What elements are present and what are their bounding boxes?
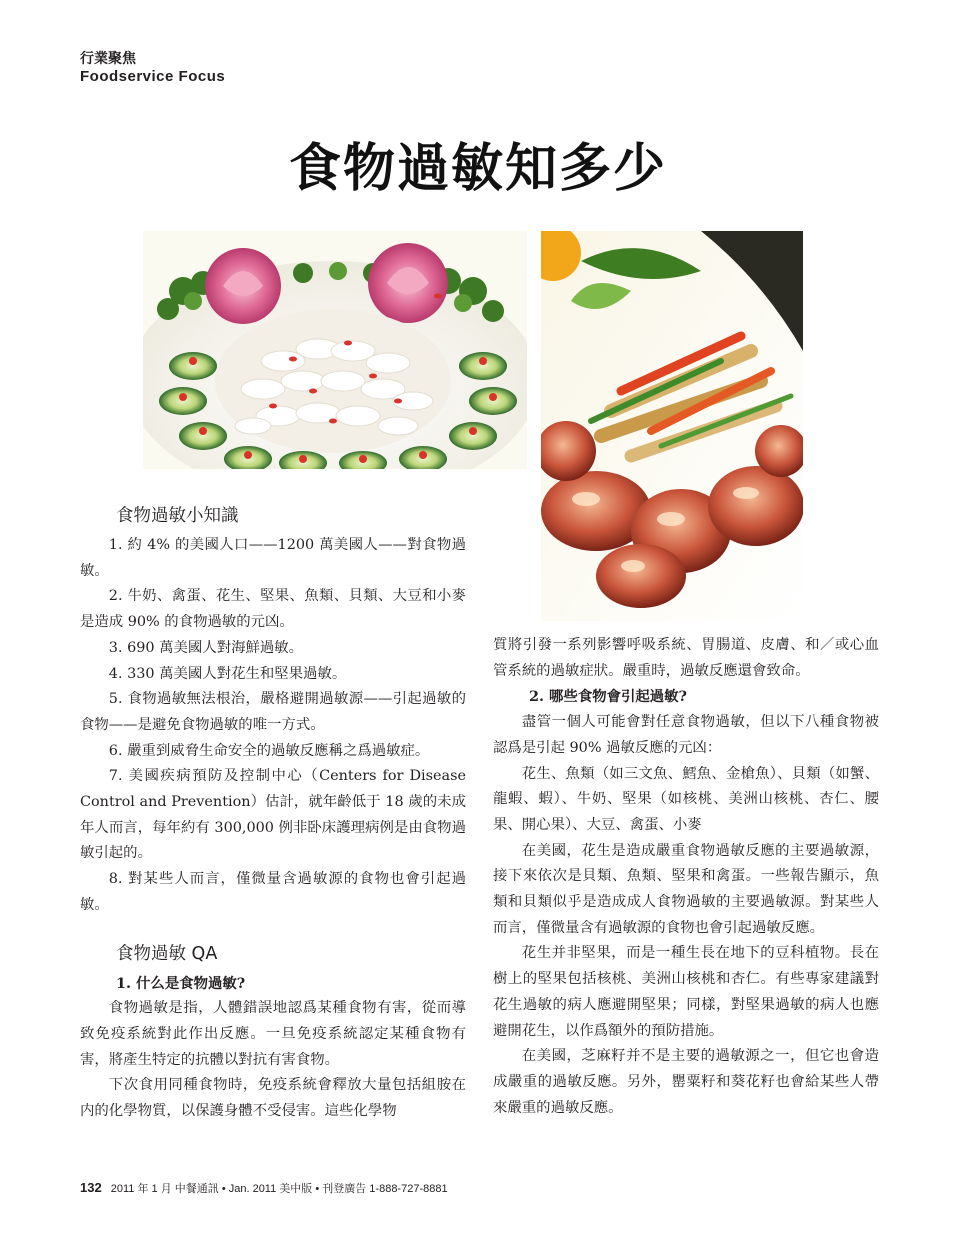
question-heading: 1. 什么是食物過敏? — [116, 974, 246, 992]
answer-paragraph: 花生并非堅果，而是一種生長在地下的豆科植物。長在樹上的堅果包括核桃、美洲山核桃和杏仁。有些專家建議對花生過敏的病人應避開堅果；同樣，對堅果過敏的病人也應避開花生，以作爲額外的預防措施。 — [493, 945, 879, 1039]
answer-paragraph: 在美國，花生是造成嚴重食物過敏反應的主要過敏源，接下來依次是貝類、魚類、堅果和禽蛋。一些報告顯示，魚類和貝類似乎是造成成人食物過敏的主要過敏源。對某些人而言，僅微量含有過敏源的食物也會引起過敏反應。 — [493, 842, 879, 936]
fact-item: 5. 食物過敏無法根治，嚴格避開過敏源——引起過敏的食物——是避免食物過敏的唯一方式。 — [80, 691, 466, 733]
question-heading: 2. 哪些食物會引起過敏? — [529, 688, 687, 706]
section-tag — [80, 50, 225, 86]
right-column — [493, 633, 879, 1121]
fact-item: 1. 約 4% 的美國人口——1200 萬美國人——對食物過敏。 — [80, 537, 466, 579]
fish-dish-illustration — [143, 231, 527, 469]
page-footer — [80, 1180, 448, 1196]
section-label-en: Foodservice Focus — [80, 68, 226, 85]
answer-paragraph: 食物過敏是指，人體錯誤地認爲某種食物有害，從而導致免疫系統對此作出反應。一旦免疫系統認定某種食物有害，將產生特定的抗體以對抗有害食物。 — [80, 1000, 466, 1068]
facts-heading: 食物過敏小知識 — [116, 506, 239, 526]
fact-item: 3. 690 萬美國人對海鮮過敏。 — [108, 639, 304, 656]
page-number: 132 — [80, 1180, 102, 1195]
footer-text: 2011 年 1 月 中餐通訊 • Jan. 2011 美中版 • 刊登廣告 1-888-727-8881 — [110, 1183, 448, 1195]
article-title: 食物過敏知多少 — [288, 138, 667, 199]
answer-paragraph: 在美國，芝麻籽并不是主要的過敏源之一，但它也會造成嚴重的過敏反應。另外，罌粟籽和葵花籽也會給某些人帶來嚴重的過敏反應。 — [493, 1048, 879, 1116]
fact-item: 2. 牛奶、禽蛋、花生、堅果、魚類、貝類、大豆和小麥是造成 90% 的食物過敏的元凶。 — [80, 588, 466, 631]
section-label-zh: 行業聚焦 — [80, 51, 136, 67]
fact-item: 4. 330 萬美國人對花生和堅果過敏。 — [108, 665, 347, 682]
fish-dish-photo — [143, 231, 527, 469]
spacer — [80, 919, 466, 941]
qa-heading: 食物過敏 QA — [116, 943, 218, 964]
fact-item: 8. 對某些人而言，僅微量含過敏源的食物也會引起過敏。 — [80, 871, 466, 913]
fact-item: 7. 美國疾病預防及控制中心（Centers for Disease Control and Prevention）估計，就年齡低于 18 歲的未成年人而言，每年約有 300,000 例非卧床護理病例是由食物過敏引起的。 — [80, 768, 466, 862]
answer-paragraph: 下次食用同種食物時，免疫系統會釋放大量包括組胺在内的化學物質，以保護身體不受侵害。這些化學物 — [80, 1077, 466, 1120]
answer-paragraph: 花生、魚類（如三文魚、鱈魚、金槍魚）、貝類（如蟹、龍蝦、蝦）、牛奶、堅果（如核桃、美洲山核桃、杏仁、腰果、開心果）、大豆、禽蛋、小麥 — [493, 765, 879, 833]
fried-rolls-illustration — [541, 231, 803, 621]
left-column — [80, 503, 466, 1125]
answer-paragraph: 盡管一個人可能會對任意食物過敏，但以下八種食物被認爲是引起 90% 過敏反應的元凶： — [493, 714, 879, 756]
continued-paragraph: 質將引發一系列影響呼吸系統、胃腸道、皮膚、和／或心血管系統的過敏症狀。嚴重時，過敏反應還會致命。 — [493, 637, 879, 679]
fact-item: 6. 嚴重到威脅生命安全的過敏反應稱之爲過敏症。 — [108, 742, 430, 759]
fried-rolls-photo — [541, 231, 803, 621]
